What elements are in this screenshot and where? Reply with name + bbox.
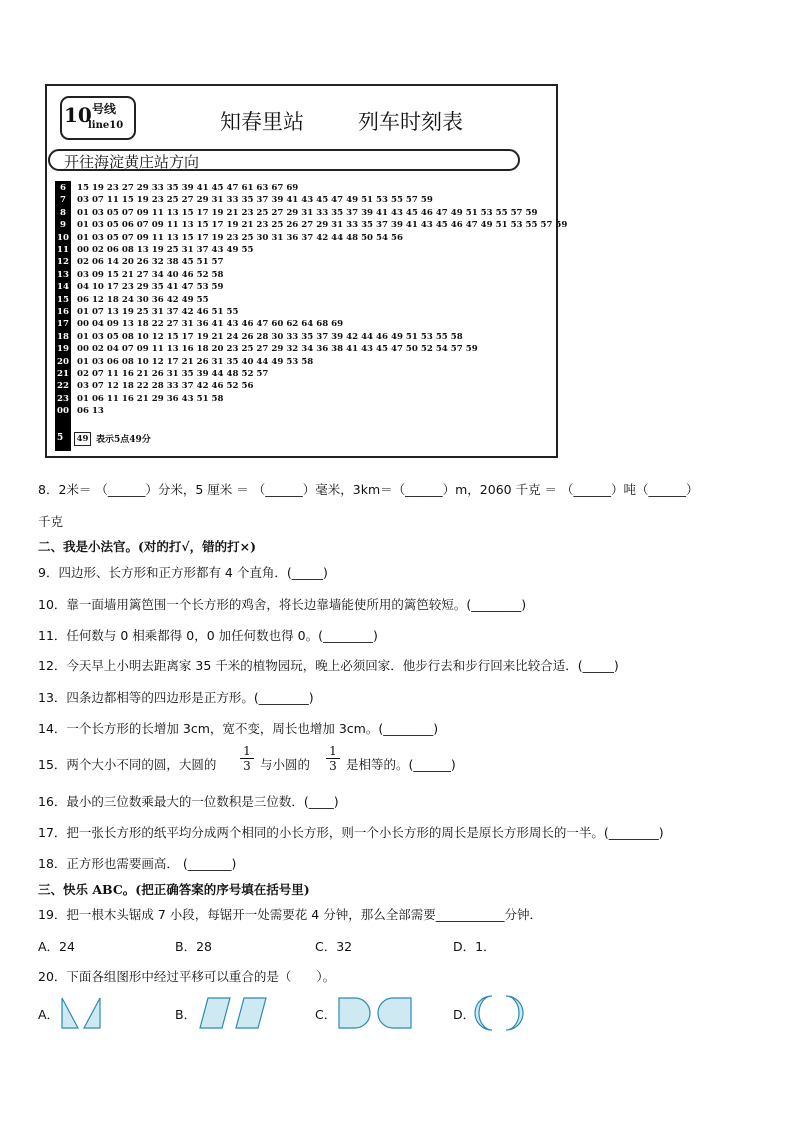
hour-label: 6	[60, 183, 66, 193]
question-20: 20．下面各组图形中经过平移可以重合的是（ ）。	[38, 969, 336, 984]
minutes-list: 06 12 18 24 30 36 42 49 55	[77, 294, 209, 305]
q19-option-d: D．1．	[453, 939, 496, 954]
question-15-part-b: 与小圆的	[260, 757, 311, 772]
line-label-cn: 号线	[92, 102, 117, 116]
question-9: 9．四边形、长方形和正方形都有 4 个直角．(_____)	[38, 565, 328, 580]
q19-option-a: A．24	[38, 939, 75, 954]
d-shapes	[337, 996, 413, 1030]
timetable-row	[55, 269, 224, 282]
timetable-row	[55, 182, 298, 195]
timetable-row	[55, 306, 238, 319]
q19-option-c: C．32	[315, 939, 353, 954]
timetable-row	[55, 343, 478, 356]
timetable-row	[55, 356, 313, 369]
legend-hour: 5	[57, 433, 64, 443]
minutes-list: 02 06 14 20 26 32 38 45 51 57	[77, 257, 224, 268]
hour-label: 16	[57, 307, 69, 317]
q20-option-c: C．	[315, 1007, 337, 1022]
section-2-heading: 二、我是小法官。(对的打√，错的打×)	[38, 539, 257, 554]
minutes-list: 02 07 11 16 21 26 31 35 39 44 48 52 57	[77, 369, 269, 379]
question-15-part-a: 15．两个大小不同的圆，大圆的	[38, 757, 217, 772]
timetable-row	[55, 294, 209, 307]
minutes-list: 03 07 12 18 22 28 33 37 42 46 52 56	[77, 381, 254, 392]
timetable-row	[55, 331, 463, 344]
hour-label: 00	[57, 406, 69, 417]
parallelograms-shape	[198, 996, 270, 1030]
hour-label: 17	[57, 319, 69, 330]
question-11: 11．任何数与 0 相乘都得 0，0 加任何数也得 0。(________)	[38, 628, 378, 643]
legend-minute: 49	[74, 432, 91, 446]
minutes-list: 00 02 06 08 13 19 25 31 37 43 49 55	[77, 245, 254, 255]
hour-label: 7	[60, 195, 66, 206]
station-name: 知春里站	[220, 110, 304, 134]
timetable-row	[55, 207, 538, 220]
hour-label: 15	[57, 294, 69, 305]
hour-label: 19	[57, 344, 69, 355]
minutes-list: 03 07 11 15 19 23 25 27 29 31 33 35 37 39 41 43 45 47 49 51 53 55 57 59	[77, 195, 433, 206]
question-12: 12．今天早上小明去距离家 35 千米的植物园玩，晚上必须回家．他步行去和步行回来比较合适．(_____)	[38, 658, 619, 673]
hour-label: 12	[57, 257, 69, 268]
fraction-one-third-a: $\frac{1}{3}$	[240, 744, 254, 773]
minutes-list: 06 13	[77, 406, 104, 417]
hour-label: 23	[57, 393, 69, 404]
timetable-row	[55, 244, 253, 257]
legend-text: 表示5点49分	[96, 435, 151, 445]
q19-option-b: B．28	[175, 939, 212, 954]
minutes-list: 01 03 05 07 09 11 13 15 17 19 21 23 25 27 29 31 33 35 37 39 41 43 45 46 47 49 51 53 55 57 59	[77, 207, 538, 218]
fraction-one-third-b: $\frac{1}{3}$	[326, 744, 340, 773]
minutes-list: 15 19 23 27 29 33 35 39 41 45 47 61 63 67 69	[77, 183, 299, 193]
timetable-title: 列车时刻表	[358, 110, 463, 134]
q20-option-a: A．	[38, 1007, 60, 1022]
timetable-row	[55, 368, 268, 381]
question-19: 19．把一根木头锯成 7 小段，每锯开一处需要花 4 分钟，那么全部需要___________分钟．	[38, 907, 542, 922]
q20-option-d: D．	[453, 1007, 476, 1022]
section-3-heading: 三、快乐 ABC。(把正确答案的序号填在括号里)	[38, 882, 310, 897]
timetable-row	[55, 232, 403, 245]
timetable-row	[55, 256, 224, 269]
timetable-row	[55, 219, 567, 232]
timetable-row	[55, 405, 104, 418]
minutes-list: 00 04 09 13 18 22 27 31 36 41 43 46 47 60 62 64 68 69	[77, 319, 344, 330]
question-8-continued: 千克	[38, 514, 64, 529]
minutes-list: 04 10 17 23 29 35 41 47 53 59	[77, 282, 224, 293]
hour-label: 9	[60, 220, 66, 231]
question-13: 13．四条边都相等的四边形是正方形。(________)	[38, 690, 314, 705]
minutes-list: 01 03 06 08 10 12 17 21 26 31 35 40 44 49 53 58	[77, 356, 314, 367]
q20-option-b: B．	[175, 1007, 197, 1022]
timetable-row	[55, 281, 224, 294]
minutes-list: 00 02 04 07 09 11 13 16 18 20 23 25 27 29 32 34 36 38 41 43 45 47 50 52 54 57 59	[77, 344, 478, 355]
minutes-list: 01 03 05 07 09 11 13 15 17 19 23 25 30 31 36 37 42 44 48 50 54 56	[77, 232, 403, 243]
minutes-list: 01 03 05 06 07 09 11 13 15 17 19 21 23 25 26 27 29 31 33 35 37 39 41 43 45 46 47 49 51 53 55 57 59	[77, 220, 568, 231]
hour-label: 20	[57, 356, 69, 367]
line-label-en: line10	[88, 120, 124, 131]
timetable-row	[55, 194, 433, 207]
timetable-row	[55, 380, 253, 393]
timetable-row	[55, 318, 343, 331]
question-18: 18．正方形也需要画高． (_______)	[38, 856, 237, 871]
minutes-list: 01 07 13 19 25 31 37 42 46 51 55	[77, 307, 239, 317]
hour-label: 14	[57, 282, 69, 293]
hour-label: 11	[57, 245, 69, 255]
minutes-list: 01 03 05 08 10 12 15 17 19 21 24 26 28 30 33 35 37 39 42 44 46 49 51 53 55 58	[77, 331, 463, 342]
hour-label: 22	[57, 381, 69, 392]
hour-label: 13	[57, 269, 69, 280]
question-10: 10．靠一面墙用篱笆围一个长方形的鸡舍，将长边靠墙能使所用的篱笆较短。(________)	[38, 597, 527, 612]
timetable-row	[55, 393, 224, 406]
question-17: 17．把一张长方形的纸平均分成两个相同的小长方形，则一个小长方形的周长是原长方形周长的一半。(________)	[38, 825, 664, 840]
hour-label: 8	[60, 207, 66, 218]
crescents-shape	[474, 994, 526, 1032]
question-8: 8．2米＝ （______）分米，5 厘米 ＝ （______）毫米，3km＝（______）m，2060 千克 ＝ （______）吨（______）	[38, 482, 699, 497]
question-14: 14．一个长方形的长增加 3cm，宽不变，周长也增加 3cm。(________)	[38, 721, 439, 736]
triangles-shape	[60, 996, 102, 1030]
direction-text: 开往海淀黄庄站方向	[64, 153, 200, 171]
hour-label: 18	[57, 331, 69, 342]
question-16: 16．最小的三位数乘最大的一位数积是三位数．(____)	[38, 794, 339, 809]
hour-label: 10	[57, 232, 69, 243]
hour-label: 21	[57, 369, 69, 379]
question-15-part-c: 是相等的。(______)	[346, 757, 456, 772]
line-number: 10	[64, 103, 92, 127]
minutes-list: 03 09 15 21 27 34 40 46 52 58	[77, 269, 224, 280]
minutes-list: 01 06 11 16 21 29 36 43 51 58	[77, 393, 224, 404]
